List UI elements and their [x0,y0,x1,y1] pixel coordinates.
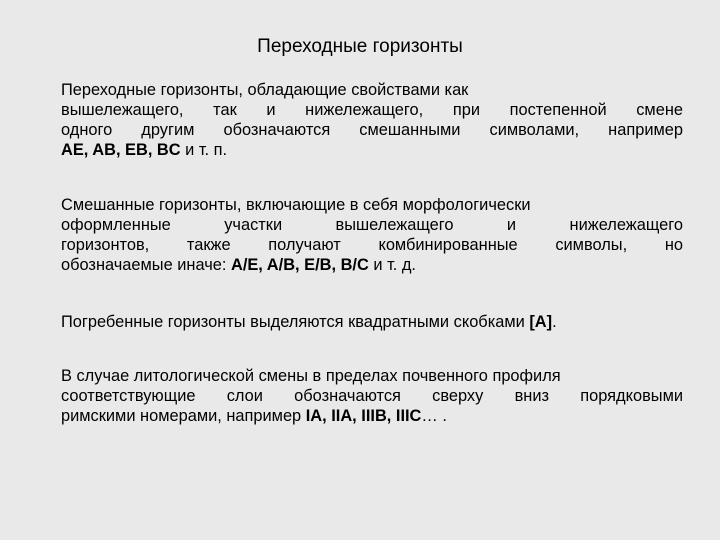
horizon-symbols: A/E, A/B, E/B, B/C [230,256,369,274]
horizon-symbols: IA, IIA, IIIB, IIIC [305,407,422,425]
paragraph-line: Переходные горизонты, обладающие свойствами как [61,81,469,99]
paragraph-mixed-horizons [61,195,683,275]
paragraph-lithological-change [61,366,683,426]
line-tail: . [552,313,557,331]
paragraph-line [61,140,683,160]
paragraph-buried-horizons [61,312,683,332]
paragraph-transitional-horizons [61,80,683,160]
line-tail: … . [421,407,447,425]
line-text: обозначаемые иначе: [61,256,231,274]
horizon-symbols: [A] [529,313,553,331]
paragraph-line: оформленные участки вышележащего и нижележащего [61,216,683,234]
paragraph-line [61,312,683,332]
line-text: римскими номерами, например [61,407,306,425]
line-text: и т. п. [180,141,228,159]
horizon-symbols: AE, AB, EB, BC [61,141,181,159]
paragraph-line: вышележащего, так и нижележащего, при постепенной смене [61,101,683,119]
line-text: Погребенные горизонты выделяются квадратными скобками [61,313,530,331]
paragraph-line: горизонтов, также получают комбинированные символы, но [61,236,683,254]
paragraph-line: одного другим обозначаются смешанными символами, например [61,121,683,139]
paragraph-line [61,255,683,275]
paragraph-line: соответствующие слои обозначаются сверху вниз порядковыми [61,387,683,405]
paragraph-line: В случае литологической смены в пределах почвенного профиля [61,367,561,385]
line-tail: и т. д. [368,256,416,274]
slide-title: Переходные горизонты [257,36,463,57]
paragraph-line [61,406,683,426]
paragraph-line: Смешанные горизонты, включающие в себя морфологически [61,196,531,214]
